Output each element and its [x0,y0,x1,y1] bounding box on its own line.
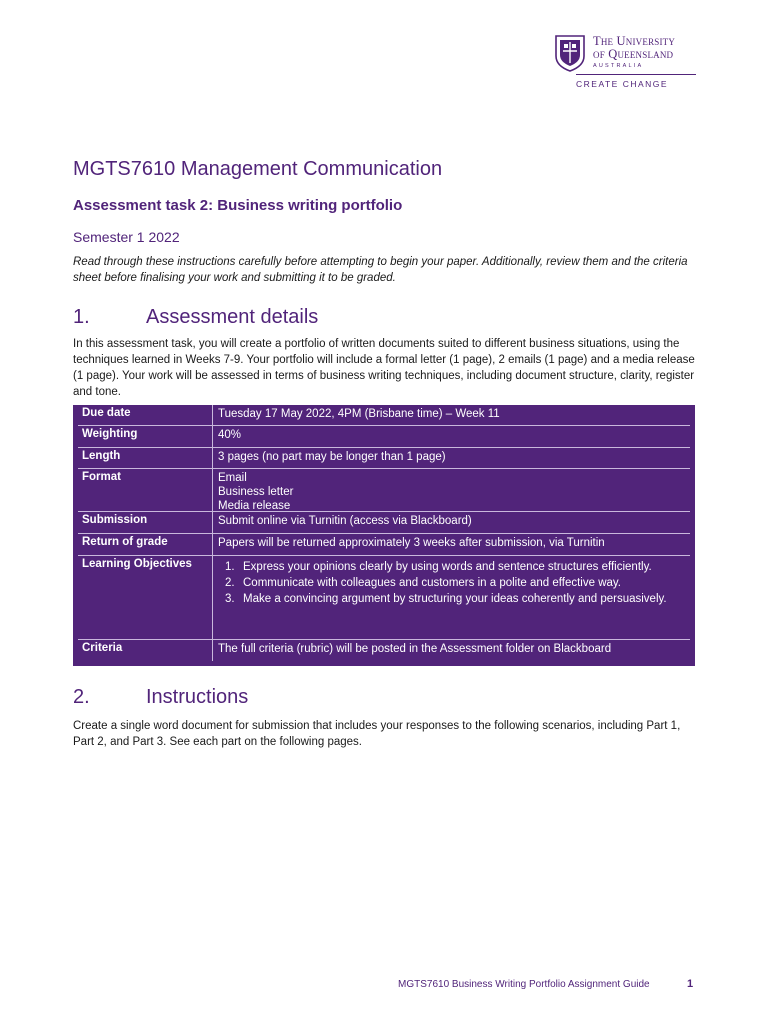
instructions-paragraph: Create a single word document for submission that includes your responses to the following scenarios, including Part 1, Part 2, and Part 3. See each part on the following pages. [73,720,681,748]
assessment-details-table [73,405,695,666]
list-item [218,592,686,606]
logo-line2: of Queensland [593,47,674,61]
table-row-length [78,448,690,469]
section-heading-instructions [73,686,248,709]
cell-divider [212,556,213,639]
row-value [218,471,686,513]
format-item: Media release [218,500,291,512]
table-row-criteria [78,640,690,661]
item-text: Make a convincing argument by structuring your ideas coherently and persuasively. [243,593,667,605]
course-title: MGTS7610 Management Communication [73,158,443,180]
list-item [218,560,686,574]
section-number: 1. [73,306,90,328]
section-heading-assessment-details [73,306,318,329]
item-number: 1. [225,561,235,573]
item-text: Communicate with colleagues and customers in a polite and effective way. [243,577,621,589]
table-row-due-date [78,405,690,426]
row-label: Learning Objectives [82,558,192,570]
table-row-learning-objectives [78,556,690,640]
row-label: Due date [82,407,131,419]
list-item [218,576,686,590]
item-text: Express your opinions clearly by using words and sentence structures efficiently. [243,561,652,573]
row-label: Criteria [82,642,123,654]
logo-tagline: CREATE CHANGE [576,79,669,89]
logo-line1: The University [593,34,676,48]
cell-divider [212,469,213,511]
intro-paragraph: Read through these instructions carefully before attempting to begin your paper. Additionally, review them and the criteria sheet before finalising your work and submitting it to be graded. [73,256,688,284]
cell-divider [212,405,213,425]
row-value: The full criteria (rubric) will be posted in the Assessment folder on Blackboard [218,643,612,655]
row-value: Papers will be returned approximately 3 weeks after submission, via Turnitin [218,537,605,549]
logo-divider [576,74,696,75]
task-title: Assessment task 2: Business writing portfolio [73,197,403,214]
semester: Semester 1 2022 [73,229,180,245]
uq-logo [554,34,699,92]
cell-divider [212,534,213,555]
table-row-format [78,469,690,512]
row-value: Submit online via Turnitin (access via Blackboard) [218,515,472,527]
cell-divider [212,512,213,533]
objectives-list [218,560,686,608]
section-number: 2. [73,686,90,708]
format-item: Email [218,472,247,484]
cell-divider [212,640,213,661]
item-number: 2. [225,577,235,589]
table-row-submission [78,512,690,534]
section-title: Instructions [146,686,249,708]
format-item: Business letter [218,486,294,498]
row-label: Length [82,450,121,462]
table-row-weighting [78,426,690,448]
table-row-return-of-grade [78,534,690,556]
row-value: 40% [218,429,242,441]
row-label: Weighting [82,428,138,440]
row-value: 3 pages (no part may be longer than 1 page) [218,451,446,463]
footer-text: MGTS7610 Business Writing Portfolio Assignment Guide [398,979,650,990]
row-value: Tuesday 17 May 2022, 4PM (Brisbane time) – Week 11 [218,408,500,420]
item-number: 3. [225,593,235,605]
assessment-details-paragraph: In this assessment task, you will create a portfolio of written documents suited to different business situations, using the techniques learned in Weeks 7-9. Your portfolio will include a formal letter (1 page), 2 emails (1 page) and a media release (1 page). Your work will be assessed in terms of business writing techniques, including document structure, clarity, register and tone. [73,338,695,398]
page-number: 1 [687,978,694,990]
row-label: Return of grade [82,536,168,548]
section-title: Assessment details [146,306,319,328]
row-label: Submission [82,514,148,526]
uq-crest-icon [554,34,586,72]
logo-country: AUSTRALIA [593,63,644,69]
cell-divider [212,448,213,468]
row-label: Format [82,471,121,483]
cell-divider [212,426,213,447]
